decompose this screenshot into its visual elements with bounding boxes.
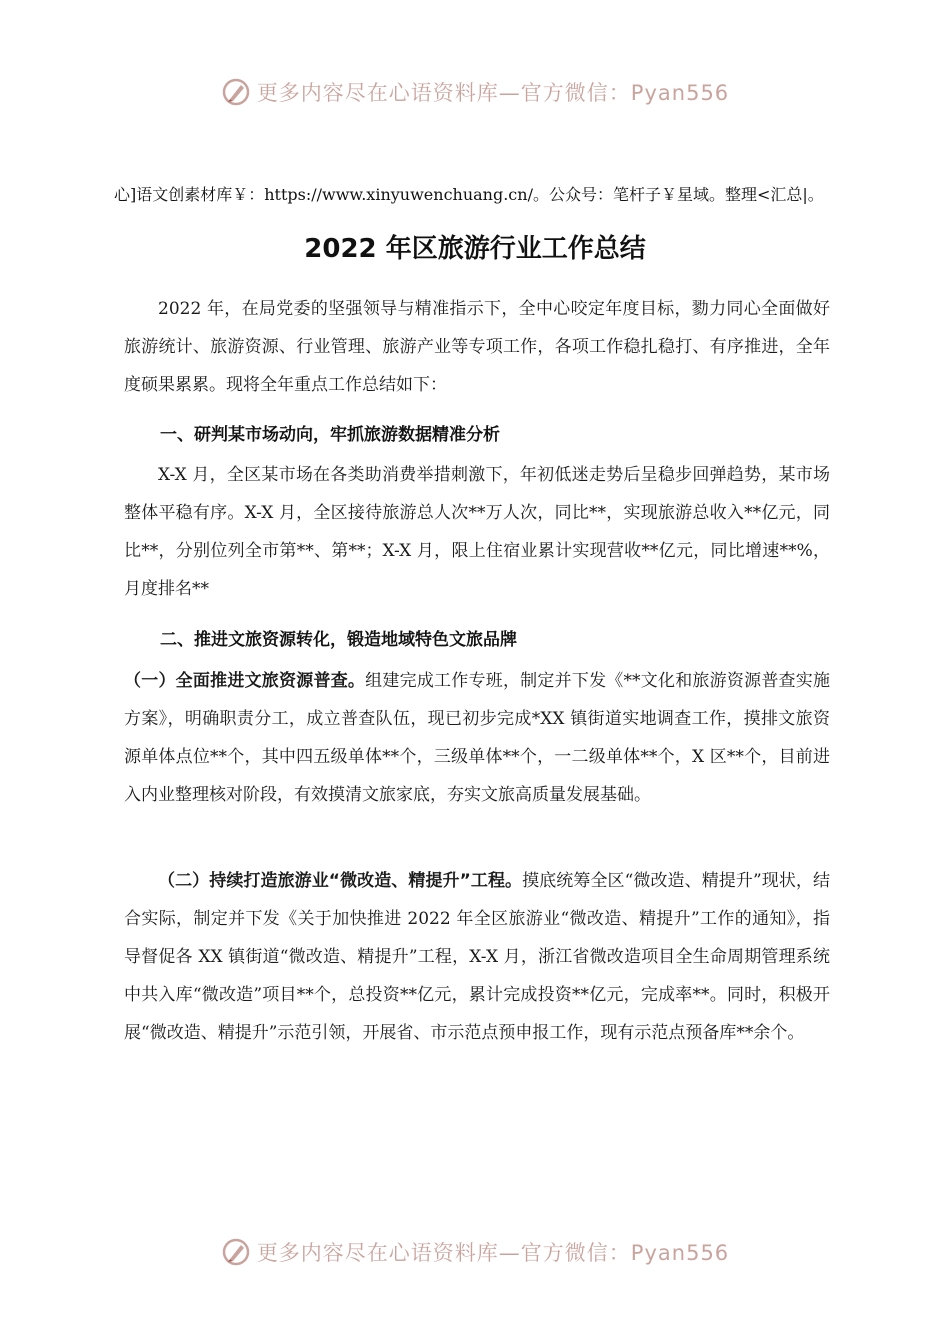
source-note: 心]语文创素材库￥：https://www.xinyuwenchuang.cn/。公众号：笔杆子￥星域。整理<汇总|。	[114, 185, 824, 204]
section-2-heading: 二、推进文旅资源转化，锻造地域特色文旅品牌	[160, 630, 517, 650]
banner-text: 更多内容尽在心语资料库—官方微信：Pyan556	[256, 1241, 730, 1265]
intro-paragraph: 2022 年，在局党委的坚强领导与精准指示下，全中心咬定年度目标，勠力同心全面做好旅游统计、旅游资源、行业管理、旅游产业等专项工作，各项工作稳扎稳打、有序推进，全年度硕果累累。现将全年重点工作总结如下：	[124, 299, 830, 395]
subsection-1-body: 组建完成工作专班，制定并下发《**文化和旅游资源普查实施方案》，明确职责分工，成立普查队伍，现已初步完成*XX 镇街道实地调查工作，摸排文旅资源单体点位**个，其中四五级单体**个，三级单体**个，一二级单体**个，X 区**个，目前进入内业整理核对阶段，有效摸清文旅家底，夯实文旅高质量发展基础。	[124, 671, 831, 805]
subsection-2-body: 摸底统筹全区“微改造、精提升”现状，结合实际，制定并下发《关于加快推进 2022 年全区旅游业“微改造、精提升”工作的通知》，指导督促各 XX 镇街道“微改造、精提升”工程，X-X 月，浙江省微改造项目全生命周期管理系统中共入库“微改造”项目**个，总投资**亿元，累计完成投资**亿元，完成率**。同时，积极开展“微改造、精提升”示范引领，开展省、市示范点预申报工作，现有示范点预备库**余个。	[124, 871, 830, 1043]
header-banner	[0, 72, 950, 112]
banner-text: 更多内容尽在心语资料库—官方微信：Pyan556	[256, 81, 730, 105]
subsection-2-paragraph	[124, 862, 830, 1052]
section-1-heading: 一、研判某市场动向，牢抓旅游数据精准分析	[160, 425, 500, 445]
pen-logo-icon	[221, 1237, 251, 1267]
subsection-2-lead: （二）持续打造旅游业“微改造、精提升”工程。	[158, 871, 523, 891]
subsection-1-paragraph	[124, 662, 830, 814]
document-title: 2022 年区旅游行业工作总结	[304, 234, 646, 264]
pen-logo-icon	[221, 77, 251, 107]
subsection-1-lead: （一）全面推进文旅资源普查。	[124, 671, 366, 691]
section-1-paragraph: X-X 月，全区某市场在各类助消费举措刺激下，年初低迷走势后呈稳步回弹趋势，某市场整体平稳有序。X-X 月，全区接待旅游总人次**万人次，同比**，实现旅游总收入**亿元，同比**，分别位列全市第**、第**；X-X 月，限上住宿业累计实现营收**亿元，同比增速**%，月度排名**	[124, 465, 830, 599]
footer-banner	[0, 1232, 950, 1272]
